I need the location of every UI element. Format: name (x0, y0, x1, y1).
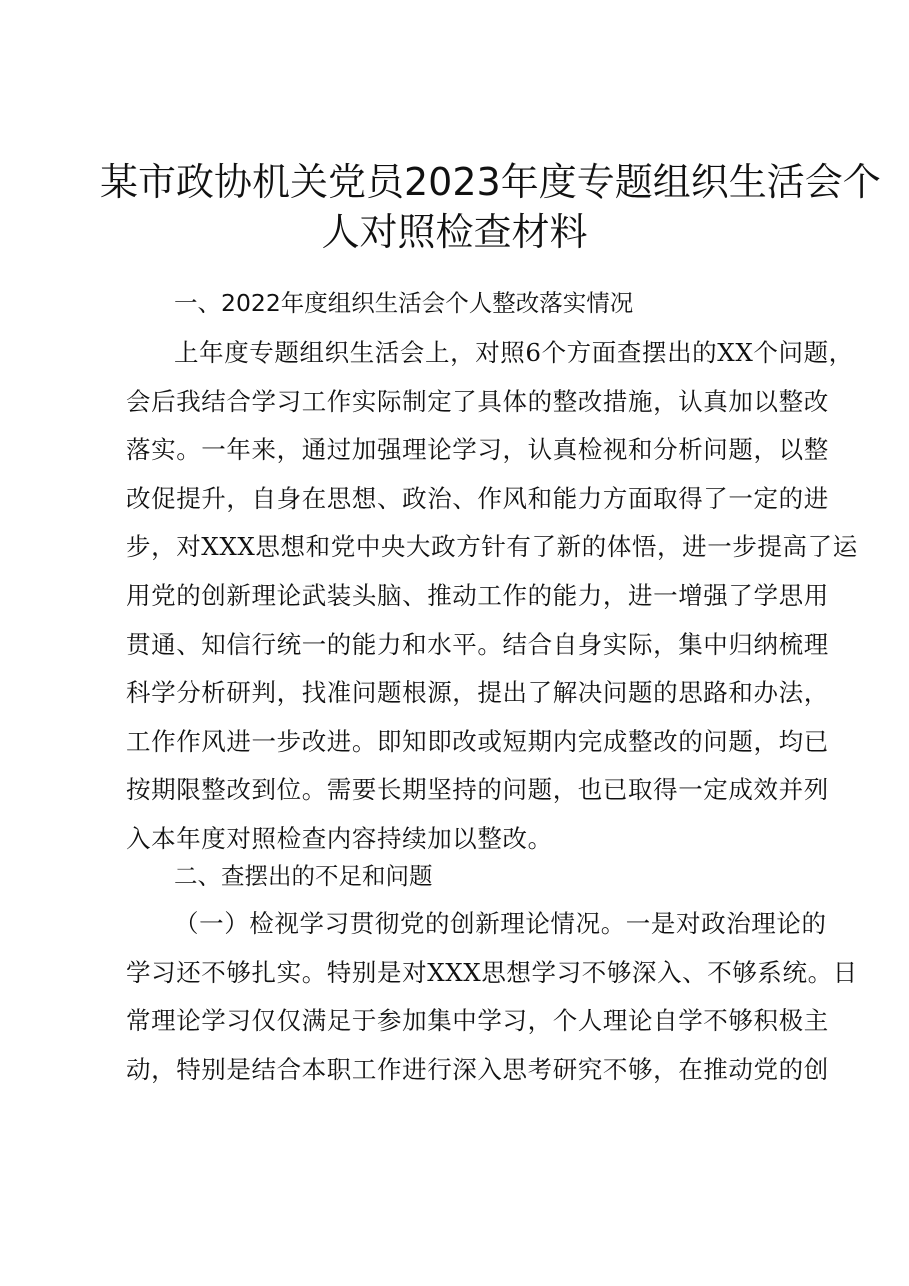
document-title-line-2: 人对照检查材料 (321, 210, 588, 254)
paragraph-line: 贯通、知信行统一的能力和水平。结合自身实际，集中归纳梳理 (126, 629, 829, 659)
section-1-paragraph (126, 329, 858, 864)
document-title-line-1: 某市政协机关党员2023年度专题组织生活会个 (100, 160, 881, 204)
paragraph-line: 入本年度对照检查内容持续加以整改。 (126, 823, 553, 853)
paragraph-line: 动，特别是结合本职工作进行深入思考研究不够，在推动党的创 (126, 1054, 829, 1084)
paragraph-line: 用党的创新理论武装头脑、推动工作的能力，进一增强了学思用 (126, 580, 829, 610)
section-2-heading: 二、查摆出的不足和问题 (174, 862, 433, 890)
paragraph-line: 常理论学习仅仅满足于参加集中学习，个人理论自学不够积极主 (126, 1006, 829, 1036)
section-1-heading: 一、2022年度组织生活会个人整改落实情况 (174, 289, 634, 317)
paragraph-line: 按期限整改到位。需要长期坚持的问题，也已取得一定成效并列 (126, 775, 829, 805)
section-2-paragraph (126, 900, 858, 1094)
paragraph-line: 上年度专题组织生活会上，对照6个方面查摆出的XX个问题， (174, 338, 854, 367)
paragraph-line: 学习还不够扎实。特别是对XXX思想学习不够深入、不够系统。日 (126, 957, 858, 987)
paragraph-line: （一）检视学习贯彻党的创新理论情况。一是对政治理论的 (174, 909, 827, 938)
paragraph-line: 步，对XXX思想和党中央大政方针有了新的体悟，进一步提高了运 (126, 532, 858, 562)
paragraph-line: 改促提升，自身在思想、政治、作风和能力方面取得了一定的进 (126, 483, 829, 513)
paragraph-line: 会后我结合学习工作实际制定了具体的整改措施，认真加以整改 (126, 386, 829, 416)
paragraph-line: 科学分析研判，找准问题根源，提出了解决问题的思路和办法， (126, 678, 829, 708)
paragraph-line: 工作作风进一步改进。即知即改或短期内完成整改的问题，均已 (126, 726, 829, 756)
paragraph-line: 落实。一年来，通过加强理论学习，认真检视和分析问题，以整 (126, 435, 829, 465)
